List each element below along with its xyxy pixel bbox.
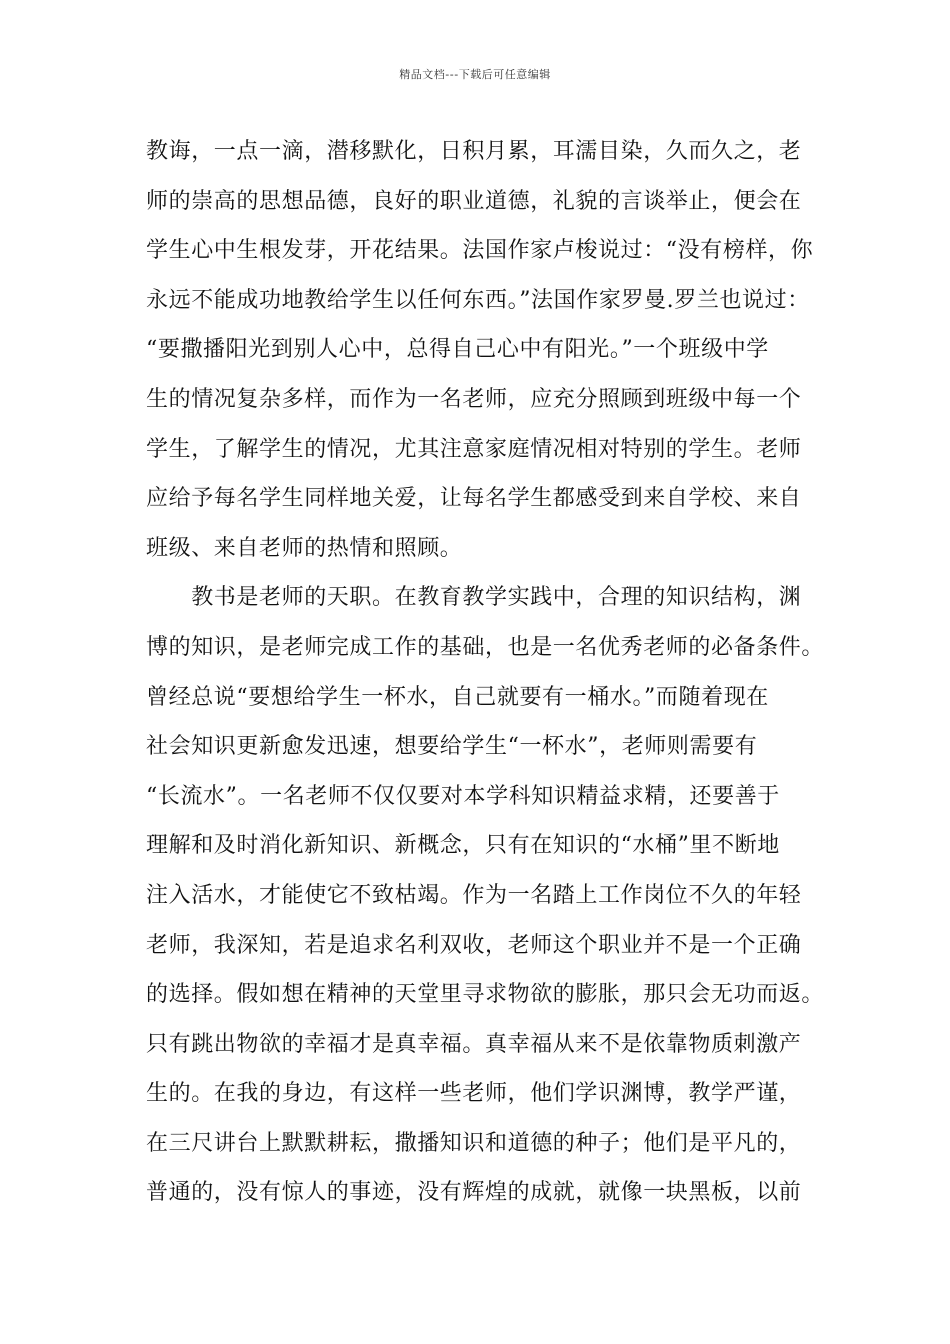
body-text <box>146 134 826 1225</box>
text-line: 在三尺讲台上默默耕耘，撒播知识和道德的种子；他们是平凡的， <box>146 1130 802 1156</box>
text-line: 普通的，没有惊人的事迹，没有辉煌的成就，就像一块黑板，以前 <box>146 1180 802 1206</box>
text-line: 老师，我深知，若是追求名利双收，老师这个职业并不是一个正确 <box>146 932 802 958</box>
text-line: 教书是老师的天职。在教育教学实践中，合理的知识结构，渊 <box>146 585 802 611</box>
text-line: 社会知识更新愈发迅速，想要给学生“一杯水”，老师则需要有 <box>146 734 758 760</box>
page-header: 精品文档---下载后可任意编辑 <box>399 68 551 81</box>
text-line: 班级、来自老师的热情和照顾。 <box>146 535 463 561</box>
text-line: 曾经总说“要想给学生一杯水，自己就要有一桶水。”而随着现在 <box>146 684 769 710</box>
text-line: 理解和及时消化新知识、新概念，只有在知识的“水桶”里不断地 <box>146 833 780 859</box>
text-line: 生的。在我的身边，有这样一些老师，他们学识渊博，教学严谨， <box>146 1081 802 1107</box>
text-line: 学生心中生根发芽，开花结果。法国作家卢梭说过：“没有榜样，你 <box>146 238 814 264</box>
text-line: 师的崇高的思想品德，良好的职业道德，礼貌的言谈举止，便会在 <box>146 188 802 214</box>
text-line: 教诲，一点一滴，潜移默化，日积月累，耳濡目染，久而久之，老 <box>146 139 802 164</box>
text-line: 应给予每名学生同样地关爱，让每名学生都感受到来自学校、来自 <box>146 486 802 512</box>
text-line: “要撒播阳光到别人心中，总得自己心中有阳光。”一个班级中学 <box>146 337 769 363</box>
text-line: 博的知识，是老师完成工作的基础，也是一名优秀老师的必备条件。 <box>146 634 825 660</box>
text-line: 只有跳出物欲的幸福才是真幸福。真幸福从来不是依靠物质刺激产 <box>146 1031 802 1057</box>
text-line: 生的情况复杂多样，而作为一名老师，应充分照顾到班级中每一个 <box>146 386 802 412</box>
text-line: “长流水”。一名老师不仅仅要对本学科知识精益求精，还要善于 <box>146 783 780 809</box>
text-line: 永远不能成功地教给学生以任何东西。”法国作家罗曼.罗兰也说过： <box>146 287 810 313</box>
text-line: 注入活水，才能使它不致枯竭。作为一名踏上工作岗位不久的年轻 <box>146 882 802 908</box>
text-line: 的选择。假如想在精神的天堂里寻求物欲的膨胀，那只会无功而返。 <box>146 982 825 1008</box>
text-line: 学生，了解学生的情况，尤其注意家庭情况相对特别的学生。老师 <box>146 436 802 462</box>
